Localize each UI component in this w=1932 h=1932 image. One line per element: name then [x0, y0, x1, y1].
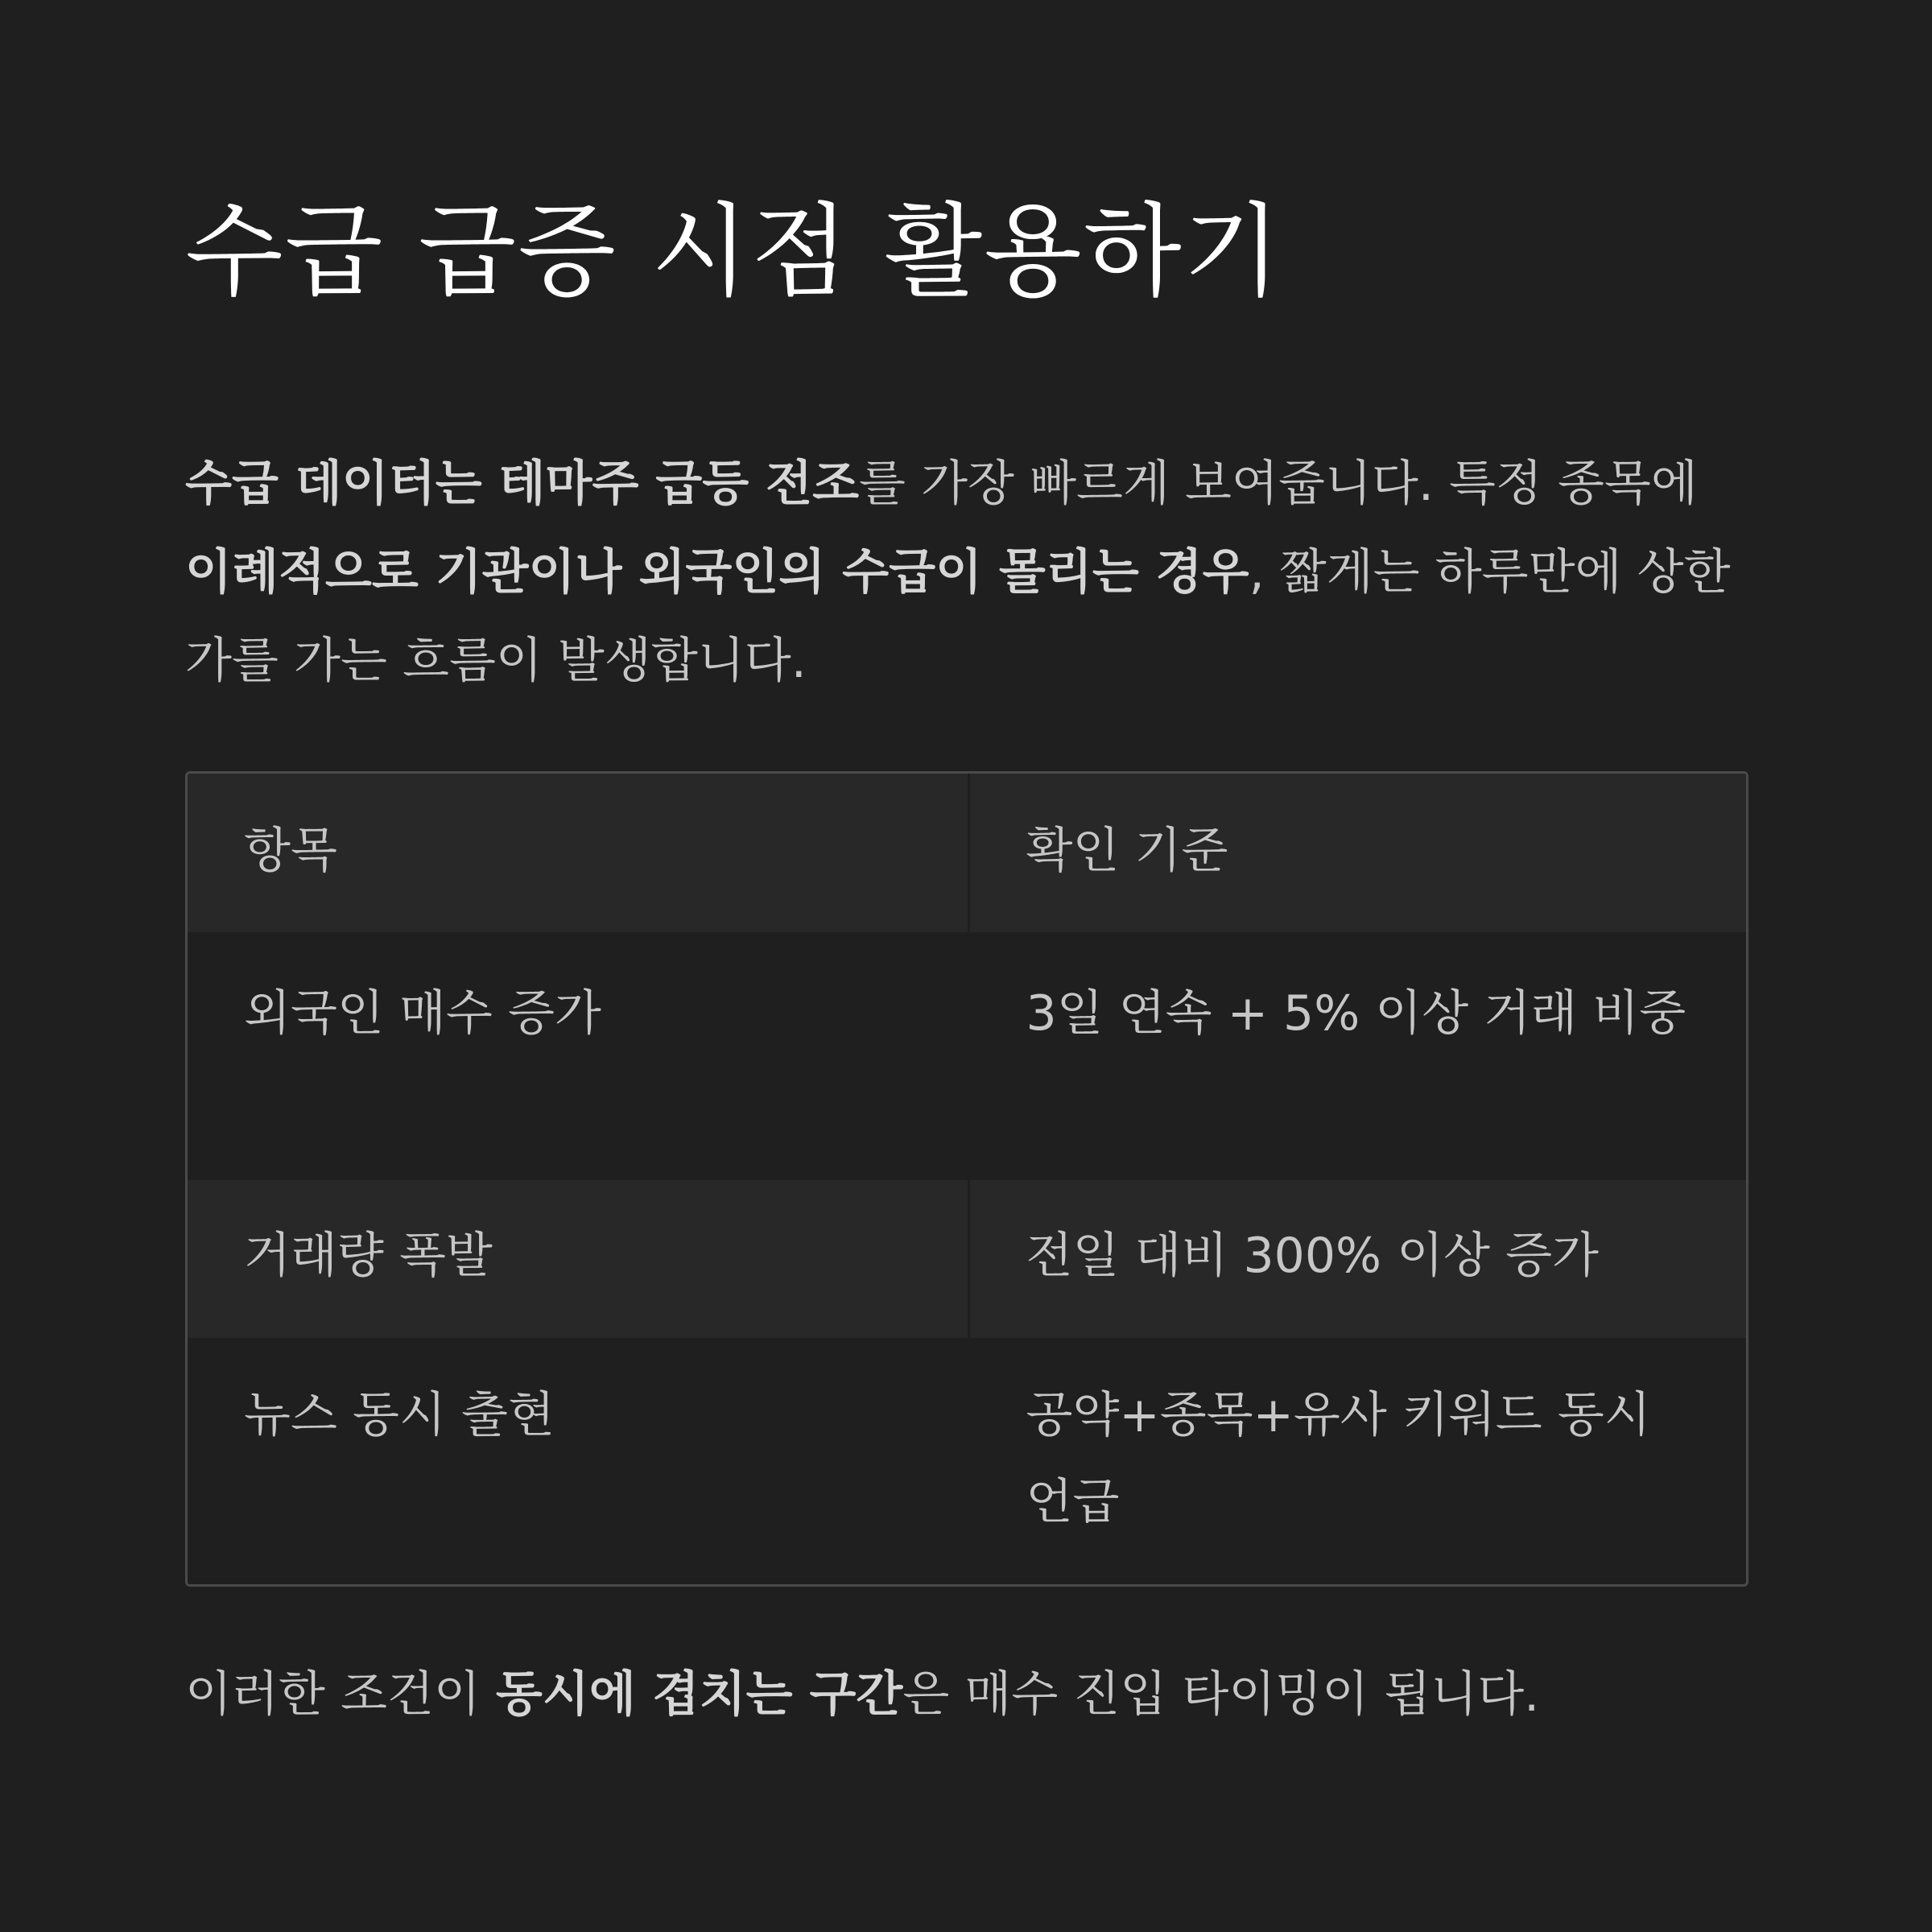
- intro-paragraph: [185, 440, 1748, 705]
- intro-emphasis-2: 이례적으로 기관이나 외국인의 수급이 몰리는 경우: [185, 544, 1249, 601]
- table-header-row: [188, 774, 1746, 932]
- table-cell-criteria: 공약+종목+유사 키워드 동시 언급: [968, 1338, 1746, 1584]
- table-row: [188, 932, 1746, 1180]
- criteria-table: [185, 771, 1748, 1587]
- table-cell-criteria: 3일 연속 + 5% 이상 거래 비중: [968, 932, 1746, 1180]
- table-cell-item: 뉴스 동시 출현: [188, 1338, 968, 1584]
- table-header-item: 항목: [188, 774, 968, 932]
- closing-text-1: 이러한 조건이: [185, 1666, 496, 1723]
- table-header-criteria: 확인 기준: [968, 774, 1746, 932]
- intro-text-2: , 짧게는 하루만에 상한가를 가는 흐름이 발생합니다.: [185, 544, 1731, 689]
- closing-text-2: 은 매수 진입 타이밍이 됩니다.: [902, 1666, 1540, 1723]
- closing-paragraph: [185, 1650, 1748, 1739]
- table-cell-item: 외국인 매수 증가: [188, 932, 968, 1180]
- intro-text-1: 를 가장 빠르게 보여줍니다. 특정 종목에: [859, 456, 1698, 512]
- page-title: 수급 급증 시점 활용하기: [185, 192, 1283, 311]
- table-row: [188, 1338, 1746, 1584]
- table-cell-item: 거래량 폭발: [188, 1180, 968, 1338]
- intro-emphasis-1: 수급 데이터는 테마주 급등 전조: [185, 456, 860, 512]
- closing-emphasis: 동시에 겹치는 구간: [495, 1666, 903, 1723]
- table-row: [188, 1180, 1746, 1338]
- table-cell-criteria: 전일 대비 300% 이상 증가: [968, 1180, 1746, 1338]
